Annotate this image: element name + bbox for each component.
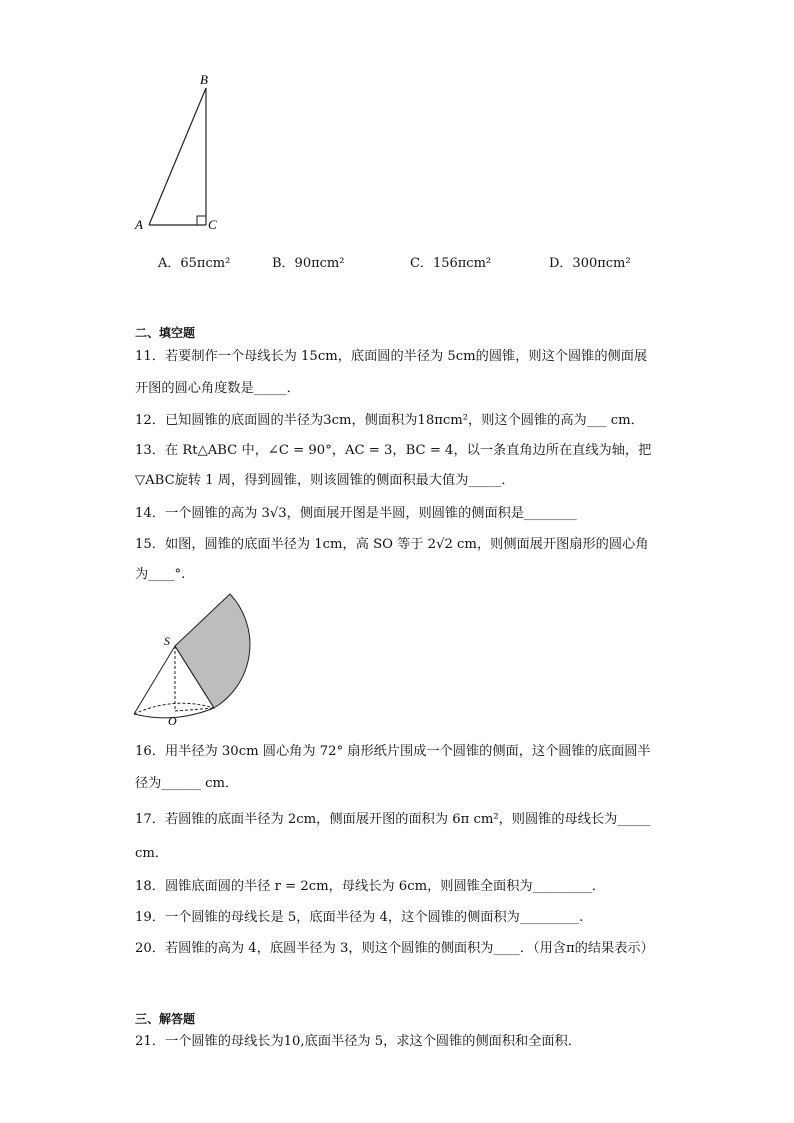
point-label-s: S <box>164 634 170 648</box>
question-12: 12．已知圆锥的底面圆的半径为3cm，侧面积为18πcm²，则这个圆锥的高为___ cm． <box>135 413 644 428</box>
question-11-line-2: 开图的圆心角度数是_____． <box>135 381 300 396</box>
option-c: C．156πcm² <box>410 256 492 271</box>
question-19: 19．一个圆锥的母线长是 5，底面半径为 4，这个圆锥的侧面积为_________. <box>135 910 584 925</box>
vertex-label-b: B <box>200 72 208 87</box>
vertex-label-c: C <box>208 217 217 232</box>
question-20: 20．若圆锥的高为 4，底圆半径为 3，则这个圆锥的侧面积为____．（用含π的结果表示） <box>135 941 654 956</box>
option-d: D．300πcm² <box>549 256 631 271</box>
side-ab <box>149 88 206 225</box>
question-15-line-2: 为____°. <box>135 567 186 582</box>
question-13-line-2: ▽ABC旋转 1 周，得到圆锥，则该圆锥的侧面积最大值为_____． <box>135 473 515 488</box>
triangle-figure <box>130 68 230 238</box>
right-angle-mark <box>197 216 206 225</box>
question-16-line-1: 16．用半径为 30cm 圆心角为 72° 扇形纸片围成一个圆锥的侧面，这个圆锥的底面圆半 <box>135 744 651 759</box>
question-16-line-2: 径为______ cm． <box>135 776 239 791</box>
section-heading-fill-in: 二、填空题 <box>135 326 196 340</box>
question-17-line-2: cm． <box>135 846 169 861</box>
question-11-line-1: 11．若要制作一个母线长为 15cm，底面圆的半径为 5cm的圆锥，则这个圆锥的侧面展 <box>135 349 648 364</box>
question-18: 18．圆锥底面圆的半径 r = 2cm，母线长为 6cm，则圆锥全面积为_________． <box>135 879 606 894</box>
option-a: A．65πcm² <box>158 256 231 271</box>
question-15-line-1: 15．如图，圆锥的底面半径为 1cm，高 SO 等于 2√2 cm，则侧面展开图扇形的圆心角 <box>135 537 649 552</box>
point-label-o: O <box>168 714 177 728</box>
unfolded-sector <box>175 594 250 708</box>
option-b: B．90πcm² <box>272 256 345 271</box>
question-14: 14．一个圆锥的高为 3√3，侧面展开图是半圆，则圆锥的侧面积是________ <box>135 506 577 521</box>
vertex-label-a: A <box>135 217 143 232</box>
section-heading-answer: 三、解答题 <box>135 1012 196 1026</box>
question-13-line-1: 13．在 Rt△ABC 中，∠C = 90°，AC = 3，BC = 4，以一条直角边所在直线为轴，把 <box>135 443 652 458</box>
question-21: 21．一个圆锥的母线长为10,底面半径为 5，求这个圆锥的侧面积和全面积． <box>135 1034 581 1049</box>
cone-sector-figure <box>130 590 260 730</box>
question-17-line-1: 17．若圆锥的底面半径为 2cm，侧面展开图的面积为 6π cm²，则圆锥的母线长为_____ <box>135 812 651 827</box>
